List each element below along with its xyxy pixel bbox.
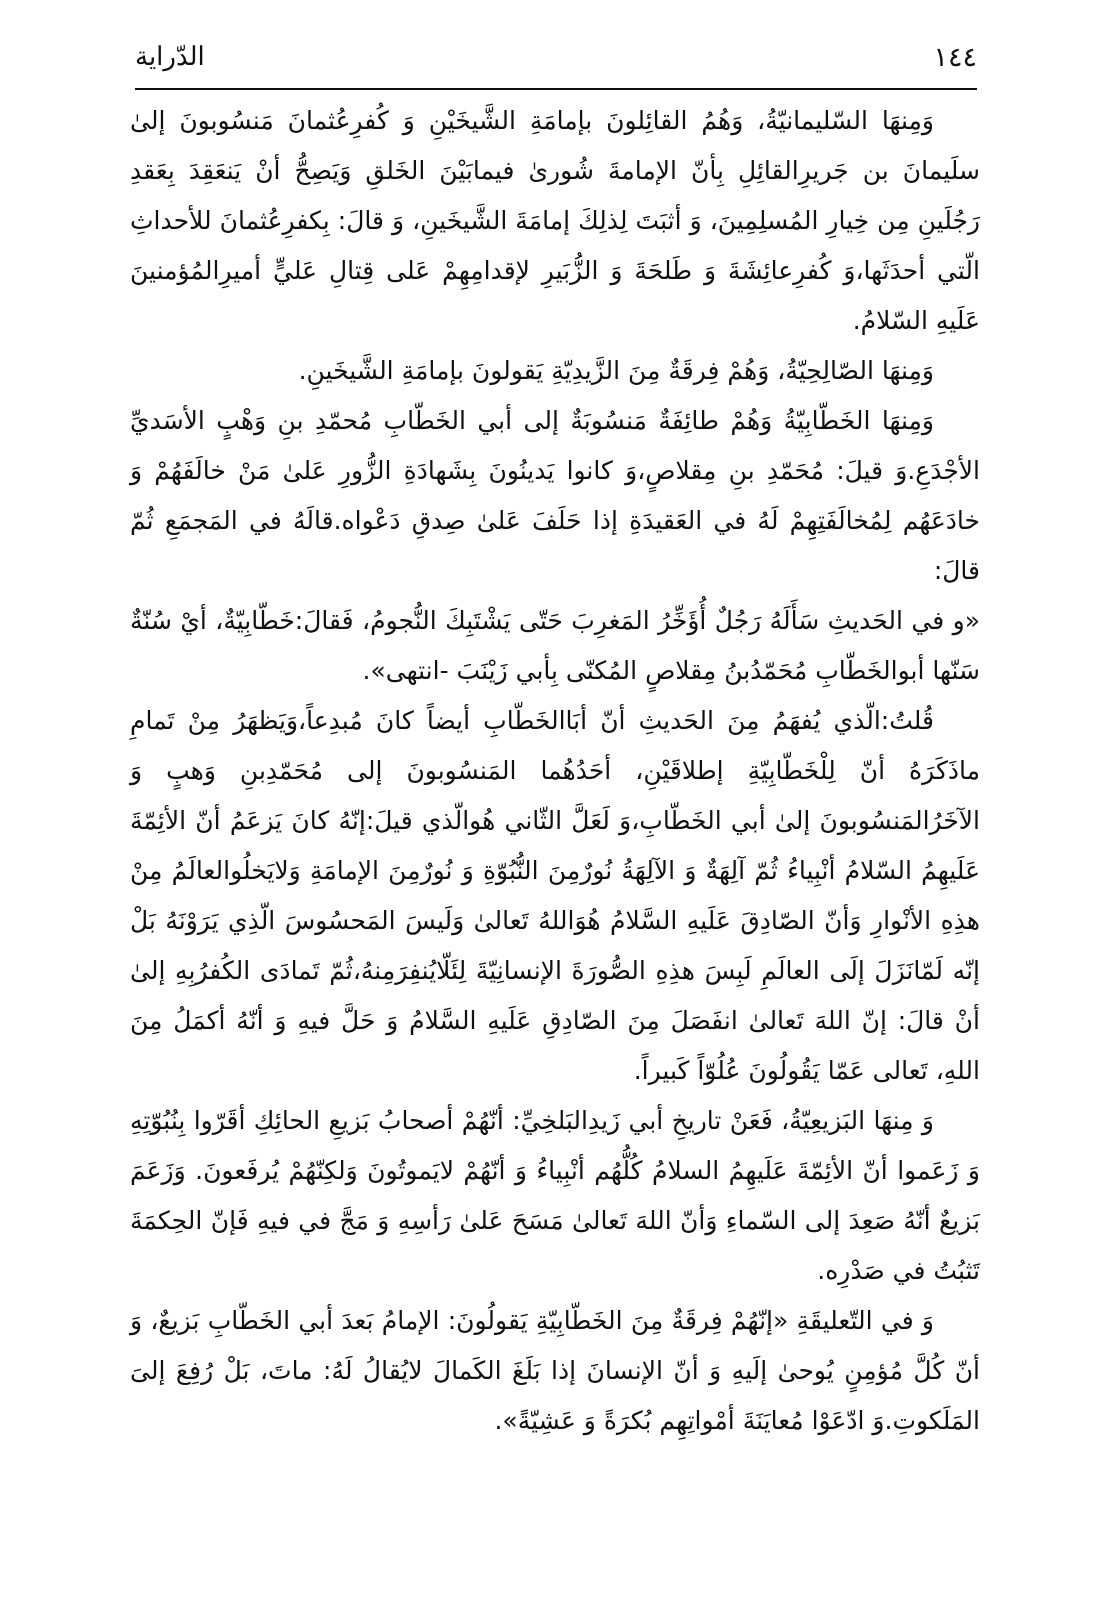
paragraph-salihiyya: وَمِنهَا الصّالِحِيّةُ، وَهُمْ فِرقَةٌ مِنَ الزَّيدِيّةِ يَقولونَ بإمامَةِ الشَّيخَينِ.: [298, 356, 934, 385]
body-text: [130, 96, 980, 1446]
paragraph-bazighiyya: وَ مِنهَا البَزيعِيّةُ، فَعَنْ تاريخِ أبي زَيدِالبَلخِيِّ: أنّهُمْ أصحابُ بَزيعِ الحائِكِ أقَرّوا بِنُبُوّتِهِ وَ زَعَموا أنّ الأئِمّةَ عَلَيهِمُ السلامُ كُلُّهُم أنْبِياءُ وَ أنّهُمْ لايَموتُونَ وَلكِنّهُمْ يُرفَعونَ. وَزَعَمَ بَزيعٌ أنّهُ صَعِدَ إلى السّماءِ وَأنّ اللهَ تَعالىٰ مَسَحَ عَلىٰ رَأسِهِ وَ مَجَّ في فيهِ فَإنّ الحِكمَةَ تَثبُتُ في صَدْرِه.: [130, 1106, 980, 1285]
paragraph-khattabiyya: وَمِنهَا الخَطّابِيّةُ وَهُمْ طائِفَةٌ مَنسُوبَةٌ إلى أبي الخَطّابِ مُحمّدِ بنِ وَهْبٍ الأسَديِّ الأجْدَعِ.وَ قيلَ: مُحَمّدِ بنِ مِقلاصٍ،وَ كانوا يَدينُونَ بِشَهادَةِ الزُّورِ عَلىٰ مَنْ خالَفَهُمْ وَ خادَعَهُم لِمُخالَفَتِهِمْ لَهُ في العَقيدَةِ إذا حَلَفَ عَلىٰ صِدقِ دَعْواه.قالَهُ في المَجمَعِ ثُمّ قالَ:: [130, 406, 980, 585]
paragraph-taliqa: وَ في التّعليقَةِ «إنّهُمْ فِرقَةٌ مِنَ الخَطّابِيّةِ يَقولُونَ: الإمامُ بَعدَ أبي الخَطّابِ بَزيعٌ، وَ أنّ كُلَّ مُؤمِنٍ يُوحىٰ إلَيهِ وَ أنّ الإنسانَ إذا بَلَغَ الكَمالَ لايُقالُ لَهُ: ماتَ، بَلْ رُفِعَ إلىَ المَلَكوتِ.وَ ادّعَوْا مُعايَنَةَ أمْواتِهِم بُكرَةً وَ عَشِيّةً».: [130, 1306, 980, 1435]
paragraph-hadith-quote: «و في الحَديثِ سَأَلَهُ رَجُلٌ أُؤَخِّرُ المَغرِبَ حَتّى يَشْتَبِكَ النُّجومُ، فَقالَ:خَطّابِيّةٌ، أيْ سُنّةٌ سَنّها أبوالخَطّابِ مُحَمّدُبنُ مِقلاصٍ المُكنّى بِأبي زَيْنَبَ -انتهى».: [130, 606, 980, 685]
paragraph-commentary: قُلتُ:الّذي يُفهَمُ مِنَ الحَديثِ أنّ أبَاالخَطّابِ أيضاً كانَ مُبدِعاً،وَيَظهَرُ مِنْ تَمامِ ماذَكَرَهُ أنّ لِلْخَطّابِيّةِ إطلاقَيْنِ، أحَدُهُما المَنسُوبونَ إلى مُحَمّدِبنِ وَهبٍ وَ الآخَرُالمَنسُوبونَ إلىٰ أبي الخَطّابِ،وَ لَعَلَّ الثّاني هُوالّذي قيلَ:إنّهُ كانَ يَزعَمُ أنّ الأئِمّةَ عَلَيهِمُ السّلامُ أنْبِياءُ ثُمّ آلِهَةٌ وَ الآلِهَةُ نُورٌمِنَ النُّبُوّةِ وَ نُورٌمِنَ الإمامَةِ وَلايَخلُوالعالَمُ مِنْ هذِهِ الأنْوارِ وَأنّ الصّادِقَ عَلَيهِ السَّلامُ هُوَاللهُ تَعالىٰ وَلَيسَ المَحسُوسَ الّذِي يَرَوْنَهُ بَلْ إنّه لَمّانَزَلَ إلَى العالَمِ لَبِسَ هذِهِ الصُّورَةَ الإنسانِيّةَ لِئَلّايُنفِرَمِنهُ،ثُمّ تَمادَى الكُفرُبِهِ إلىٰ أنْ قالَ: إنّ اللهَ تَعالىٰ انفَصَلَ مِنَ الصّادِقِ عَلَيهِ السَّلامُ وَ حَلَّ فيهِ وَ أنّهُ أكمَلُ مِنَ اللهِ، تَعالى عَمّا يَقُولُونَ عُلُوّاً كَبيراً.: [130, 706, 980, 1085]
running-title: الدّراية: [135, 42, 205, 72]
paragraph-sulaymaniyya: وَمِنهَا السّليمانيّةُ، وَهُمُ القائِلونَ بإمامَةِ الشَّيخَيْنِ وَ كُفرِعُثمانَ مَنسُوبونَ إلىٰ سلَيمانَ بن جَريرِالقائِلِ بِأنّ الإمامةَ شُورىٰ فيمابَيْنَ الخَلقِ وَيَصِحُّ أنْ يَنعَقِدَ بِعَقدِ رَجُلَينِ مِن خِيارِ المُسلِمِينَ، وَ أثبَتَ لِذلِكَ إمامَةَ الشَّيخَينِ، وَ قالَ: بِكفرِعُثمانَ للأحداثِ الّتي أحدَثَها،وَ كُفرِعائِشَةَ وَ طَلحَةَ وَ الزُّبَيرِ لإقدامِهِمْ عَلى قِتالِ عَليٍّ أميرِالمُؤمنينَ عَلَيهِ السّلامُ.: [130, 106, 980, 335]
page-header: [135, 38, 977, 90]
page-number: ١٤٤: [933, 42, 977, 73]
